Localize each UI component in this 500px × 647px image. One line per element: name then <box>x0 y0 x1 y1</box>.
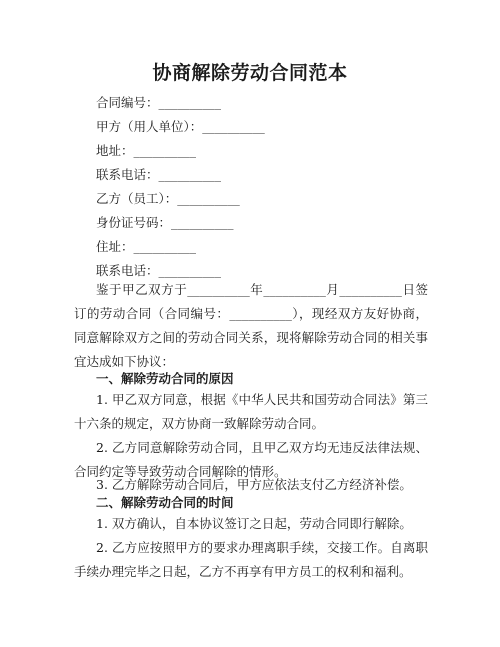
section2-heading: 二、解除劳动合同的时间 <box>96 495 234 510</box>
section1-item-3-text: 3. 乙方解除劳动合同后，甲方应依法支付乙方经济补偿。 <box>96 477 412 492</box>
field-party-b: 乙方（员工）：__________ <box>96 191 240 206</box>
field-phone-a: 联系电话：__________ <box>96 167 222 182</box>
section1-heading: 一、解除劳动合同的原因 <box>96 371 234 386</box>
field-address-a: 地址：__________ <box>96 143 197 158</box>
section1-item-2-text: 2. 乙方同意解除劳动合同，且甲乙双方均无违反法律法规、合同约定等导致劳动合同解除的情形。 <box>74 440 428 479</box>
field-address-b: 住址：__________ <box>96 239 197 254</box>
document-title: 协商解除劳动合同范本 <box>152 62 348 84</box>
intro-paragraph <box>74 278 428 374</box>
field-phone-b: 联系电话：__________ <box>96 263 222 278</box>
field-party-a: 甲方（用人单位）：__________ <box>96 119 265 134</box>
section1-item-1-text: 1. 甲乙双方同意，根据《中华人民共和国劳动合同法》第三十六条的规定，双方协商一致解除劳动合同。 <box>74 392 428 431</box>
section2-item-1-text: 1. 双方确认，自本协议签订之日起，劳动合同即行解除。 <box>96 516 412 531</box>
section2-item-2 <box>74 536 428 584</box>
section1-item-1 <box>74 388 428 436</box>
intro-text: 鉴于甲乙双方于__________年__________月__________日签订的劳动合同（合同编号：__________），现经双方友好协商，同意解除双方之间的劳动合同关系，现将解除劳动合同的相关事宜达成如下协议： <box>74 282 428 369</box>
section2-item-2-text: 2. 乙方应按照甲方的要求办理离职手续，交接工作。自离职手续办理完毕之日起，乙方不再享有甲方员工的权利和福利。 <box>74 540 428 579</box>
field-contract-number: 合同编号：__________ <box>96 95 222 110</box>
field-id-number: 身份证号码：__________ <box>96 215 234 230</box>
section2-item-1 <box>74 512 428 536</box>
